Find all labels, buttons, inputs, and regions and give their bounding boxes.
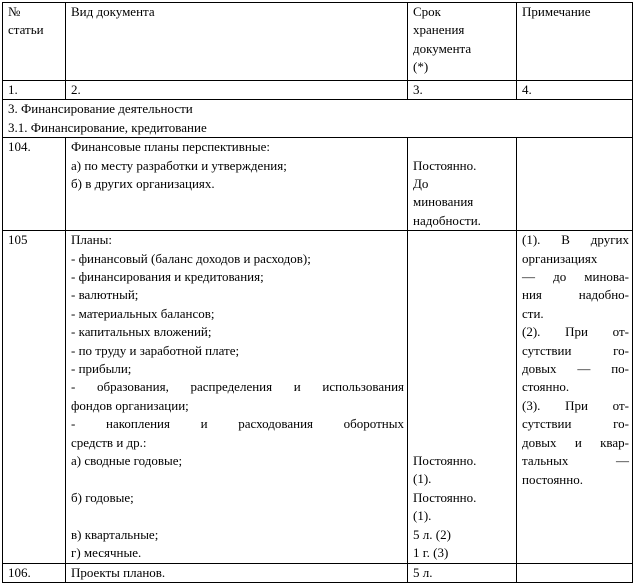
section-subtitle: 3.1. Финансирование, кредитование bbox=[8, 119, 207, 135]
desc-line: - по труду и заработной плате; bbox=[71, 342, 240, 358]
note-line: сутствии го- bbox=[522, 342, 629, 358]
records-retention-table bbox=[2, 2, 633, 583]
document-type-cell bbox=[66, 563, 408, 582]
note-line: (1). В других bbox=[522, 232, 629, 248]
term-line: (1). bbox=[413, 508, 432, 524]
term-line: До bbox=[413, 176, 429, 192]
table-row bbox=[3, 231, 633, 563]
desc-line: - финансовый (баланс доходов и расходов); bbox=[71, 250, 311, 266]
column-numbering-row bbox=[3, 81, 633, 100]
section-heading-row bbox=[3, 100, 633, 138]
column-number: 3. bbox=[408, 81, 517, 100]
term-line: надобности. bbox=[413, 212, 481, 228]
term-line: (1). bbox=[413, 471, 432, 487]
note-line: (3). При от- bbox=[522, 397, 629, 413]
desc-line: - финансирования и кредитования; bbox=[71, 269, 264, 285]
desc-line: б) в других организациях. bbox=[71, 176, 215, 192]
document-type-cell bbox=[66, 138, 408, 231]
note-cell bbox=[517, 563, 633, 582]
header-note bbox=[517, 3, 633, 81]
header-retention-term bbox=[408, 3, 517, 81]
note-line: стоянно. bbox=[522, 379, 570, 395]
header-document-type bbox=[66, 3, 408, 81]
note-cell bbox=[517, 231, 633, 563]
note-line: организациях bbox=[522, 250, 598, 266]
desc-line: - прибыли; bbox=[71, 361, 132, 377]
header-text: Срок bbox=[413, 4, 441, 19]
desc-line: б) годовые; bbox=[71, 489, 134, 505]
retention-term-cell bbox=[408, 138, 517, 231]
note-line: сутствии го- bbox=[522, 416, 629, 432]
desc-line: средств и др.: bbox=[71, 434, 147, 450]
column-number: 1. bbox=[3, 81, 66, 100]
term-line: 5 л. bbox=[413, 564, 433, 580]
header-text: № bbox=[8, 4, 21, 19]
term-line: Постоянно. bbox=[413, 452, 477, 468]
header-text: документа bbox=[413, 40, 472, 56]
header-text: Примечание bbox=[522, 4, 591, 19]
retention-term-cell bbox=[408, 563, 517, 582]
desc-line: в) квартальные; bbox=[71, 526, 159, 542]
header-text: (*) bbox=[413, 59, 429, 75]
desc-line: Проекты планов. bbox=[71, 564, 166, 580]
article-number: 106. bbox=[3, 563, 66, 582]
term-line: Постоянно. bbox=[413, 489, 477, 505]
desc-line: фондов организации; bbox=[71, 397, 189, 413]
header-text: статьи bbox=[8, 22, 44, 38]
document-type-cell bbox=[66, 231, 408, 563]
note-line: сти. bbox=[522, 305, 544, 321]
table-row bbox=[3, 563, 633, 582]
desc-line: Финансовые планы перспективные: bbox=[71, 139, 270, 155]
term-line: 1 г. (3) bbox=[413, 544, 449, 560]
note-cell bbox=[517, 138, 633, 231]
note-line: (2). При от- bbox=[522, 324, 629, 340]
article-number: 104. bbox=[3, 138, 66, 231]
header-article-number bbox=[3, 3, 66, 81]
desc-line: - материальных балансов; bbox=[71, 305, 215, 321]
note-line: — до минова- bbox=[522, 269, 629, 285]
desc-line: а) сводные годовые; bbox=[71, 453, 183, 469]
note-line: ния надобно- bbox=[522, 287, 629, 303]
table-row bbox=[3, 138, 633, 231]
retention-term-cell bbox=[408, 231, 517, 563]
desc-line: - накопления и расходования оборотных bbox=[71, 416, 404, 432]
header-text: Вид документа bbox=[71, 4, 155, 19]
term-line: 5 л. (2) bbox=[413, 526, 451, 542]
note-line: довых — по- bbox=[522, 361, 629, 377]
term-line: Постоянно. bbox=[413, 157, 477, 173]
desc-line: а) по месту разработки и утверждения; bbox=[71, 157, 287, 173]
desc-line: - валютный; bbox=[71, 287, 139, 303]
column-number: 4. bbox=[517, 81, 633, 100]
section-title: 3. Финансирование деятельности bbox=[8, 101, 193, 117]
note-line: довых и квар- bbox=[522, 434, 629, 450]
header-text: хранения bbox=[413, 22, 465, 38]
table-header-row bbox=[3, 3, 633, 81]
section-heading bbox=[3, 100, 633, 138]
note-line: тальных — bbox=[522, 453, 629, 469]
desc-line: Планы: bbox=[71, 232, 112, 248]
desc-line: - капитальных вложений; bbox=[71, 324, 212, 340]
term-line: минования bbox=[413, 194, 474, 210]
article-number: 105 bbox=[3, 231, 66, 563]
desc-line: - образования, распределения и использования bbox=[71, 379, 404, 395]
desc-line: г) месячные. bbox=[71, 545, 142, 561]
column-number: 2. bbox=[66, 81, 408, 100]
note-line: постоянно. bbox=[522, 471, 583, 487]
